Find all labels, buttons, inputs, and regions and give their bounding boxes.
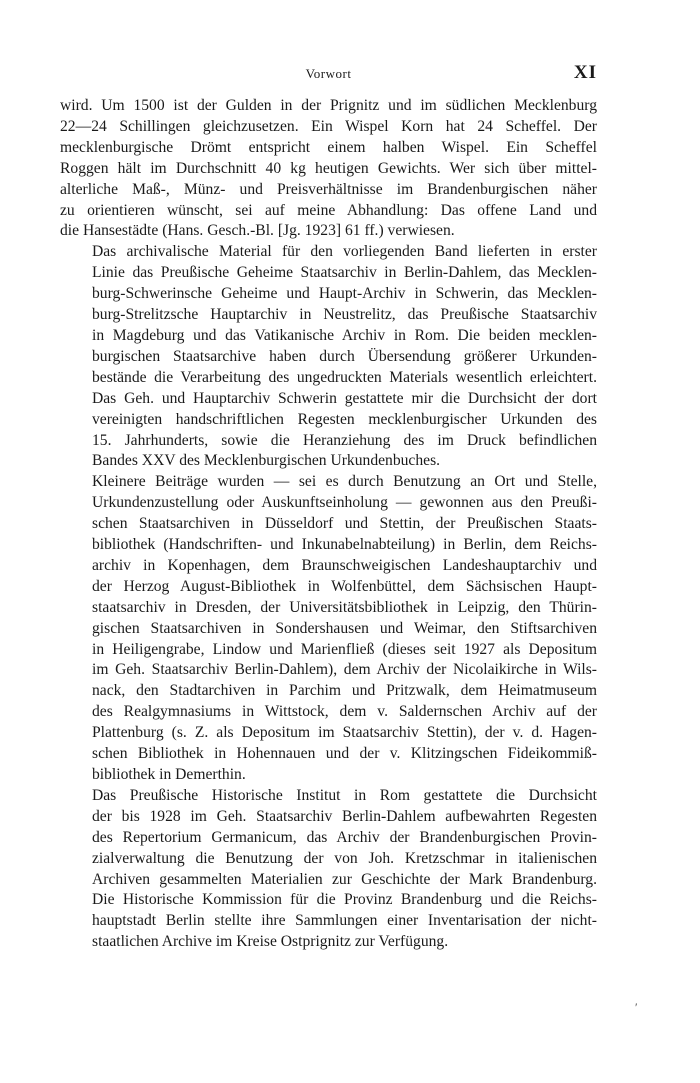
text-line: burgischen Staatsarchive haben durch Übersendung größerer Urkunden-: [92, 347, 597, 365]
paragraph: [60, 472, 597, 786]
text-line: die Hansestädte (Hans. Gesch.-Bl. [Jg. 1923] 61 ff.) verwiesen.: [60, 222, 455, 240]
text-line: 15. Jahrhunderts, sowie die Heranziehung des im Druck befindlichen: [92, 431, 597, 449]
text-line: des Realgymnasiums in Wittstock, dem v. Saldernschen Archiv auf der: [92, 703, 597, 721]
page-number: XI: [573, 62, 597, 83]
text-line: alterliche Maß-, Münz- und Preisverhältnisse im Brandenburgischen näher: [60, 180, 597, 198]
text-line: zu orientieren wünscht, sei auf meine Abhandlung: Das offene Land und: [60, 201, 597, 219]
text-line: bibliothek in Demerthin.: [92, 766, 246, 783]
text-line: wird. Um 1500 ist der Gulden in der Prignitz und im südlichen Mecklenburg: [60, 97, 597, 114]
text-line: in Magdeburg und das Vatikanische Archiv in Rom. Die beiden mecklen-: [92, 326, 597, 344]
text-line: gischen Staatsarchiven in Sondershausen und Weimar, den Stiftsarchiven: [92, 619, 597, 637]
text-line: hauptstadt Berlin stellte ihre Sammlungen einer Inventarisation der nicht-: [92, 912, 597, 930]
text-line: Das Preußische Historische Institut in Rom gestattete die Durchsicht: [92, 786, 597, 804]
text-line: Die Historische Kommission für die Provinz Brandenburg und die Reichs-: [92, 891, 597, 909]
text-line: Urkundenzustellung oder Auskunftseinholung — gewonnen aus den Preußi-: [92, 494, 597, 512]
text-line: Bandes XXV des Mecklenburgischen Urkundenbuches.: [92, 452, 441, 470]
text-line: im Geh. Staatsarchiv Berlin-Dahlem), dem Archiv der Nicolaikirche in Wils-: [92, 661, 597, 679]
text-line: in Heiligengrabe, Lindow und Marienfließ (dieses seit 1927 als Depositum: [92, 640, 597, 658]
text-line: burg-Strelitzsche Hauptarchiv in Neustrelitz, das Preußische Staatsarchiv: [92, 306, 597, 324]
text-line: Linie das Preußische Geheime Staatsarchiv in Berlin-Dahlem, das Mecklen-: [92, 264, 597, 282]
text-line: archiv in Kopenhagen, dem Braunschweigischen Landeshauptarchiv und: [92, 556, 597, 574]
running-title: Vorwort: [305, 66, 352, 81]
text-line: Kleinere Beiträge wurden — sei es durch Benutzung an Ort und Stelle,: [92, 473, 597, 491]
text-line: des Repertorium Germanicum, das Archiv der Brandenburgischen Provin-: [92, 828, 597, 846]
text-line: burg-Schwerinsche Geheime und Haupt-Archiv in Schwerin, das Mecklen-: [92, 285, 597, 303]
text-line: Das Geh. und Hauptarchiv Schwerin gestattete mir die Durchsicht der dort: [92, 389, 597, 407]
text-line: nack, den Stadtarchiven in Parchim und Pritzwalk, dem Heimatmuseum: [92, 682, 597, 700]
text-line: 22—24 Schillingen gleichzusetzen. Ein Wispel Korn hat 24 Scheffel. Der: [60, 117, 597, 135]
running-head: [60, 62, 597, 88]
text-line: mecklenburgische Drömt entspricht einem halben Wispel. Ein Scheffel: [60, 138, 597, 156]
page: [60, 62, 597, 953]
text-line: der bis 1928 im Geh. Staatsarchiv Berlin-Dahlem aufbewahrten Regesten: [92, 807, 597, 825]
text-line: staatsarchiv in Dresden, der Universitätsbibliothek in Leipzig, den Thürin-: [92, 598, 597, 616]
paragraph: [60, 786, 597, 953]
paragraph: [60, 96, 597, 242]
text-line: Das archivalische Material für den vorliegenden Band lieferten in erster: [92, 243, 597, 261]
text-line: vereinigten handschriftlichen Regesten mecklenburgischer Urkunden des: [92, 410, 597, 428]
text-line: schen Staatsarchiven in Düsseldorf und Stettin, der Preußischen Staats-: [92, 515, 597, 533]
text-line: Archiven gesammelten Materialien zur Geschichte der Mark Brandenburg.: [92, 870, 597, 888]
text-line: Roggen hält im Durchschnitt 40 kg heutigen Gewichts. Wer sich über mittel-: [60, 159, 597, 177]
text-line: Plattenburg (s. Z. als Depositum im Staatsarchiv Stettin), der v. d. Hagen-: [92, 724, 597, 742]
text-line: schen Bibliothek in Hohennauen und der v. Klitzingschen Fideikommiß-: [92, 745, 597, 763]
stray-mark: ′: [635, 1000, 638, 1014]
text-line: bibliothek (Handschriften- und Inkunabelnabteilung) in Berlin, dem Reichs-: [92, 536, 597, 554]
body-text: [60, 96, 597, 953]
text-line: bestände die Verarbeitung des ungedruckten Materials wesentlich erleichtert.: [92, 368, 597, 386]
text-line: staatlichen Archive im Kreise Ostprignitz zur Verfügung.: [92, 933, 449, 951]
text-line: der Herzog August-Bibliothek in Wolfenbüttel, dem Sächsischen Haupt-: [92, 577, 597, 595]
text-line: zialverwaltung die Benutzung der von Joh. Kretzschmar in italienischen: [92, 849, 597, 867]
paragraph: [60, 242, 597, 472]
